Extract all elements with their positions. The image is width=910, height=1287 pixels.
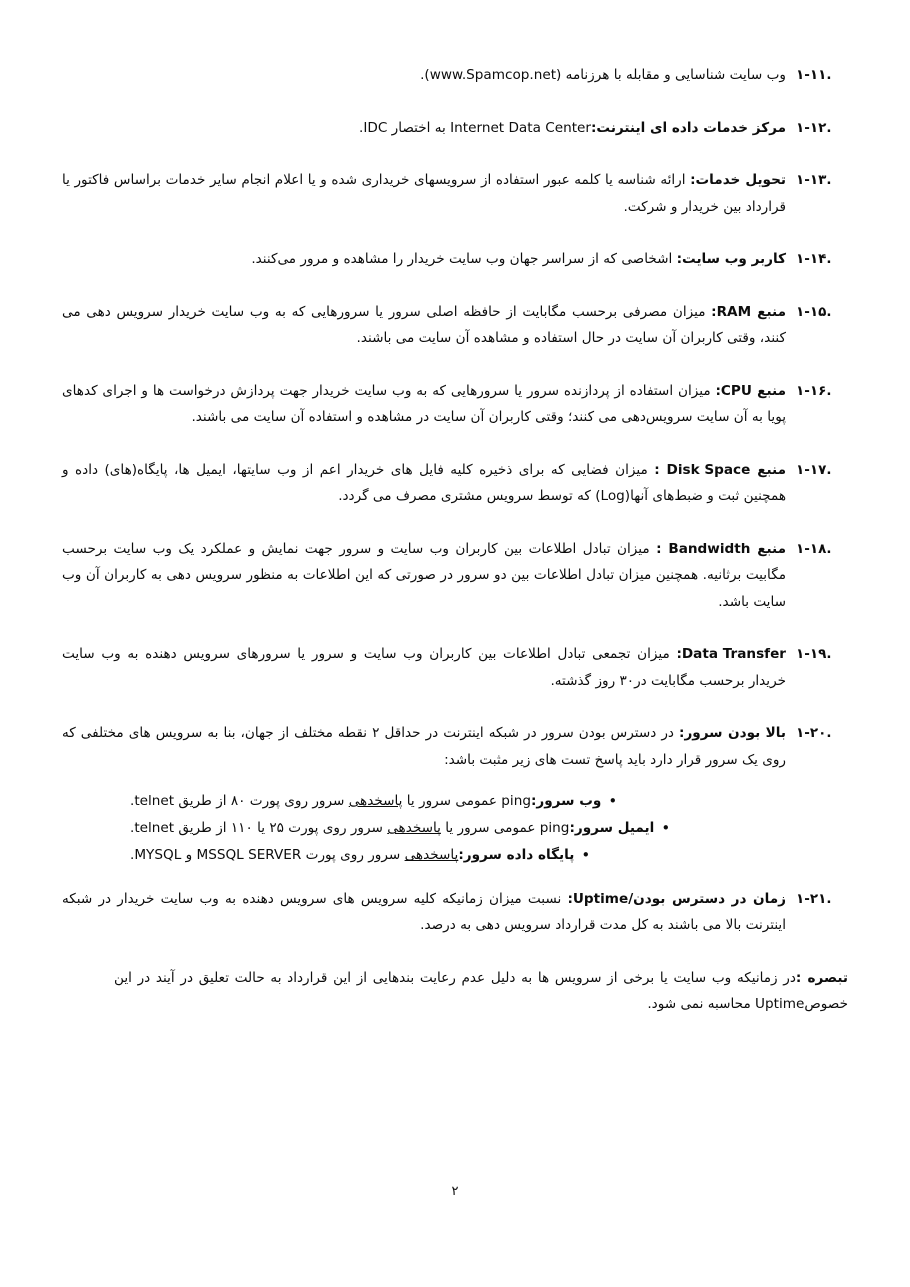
- clause-1-15: [62, 299, 848, 352]
- clause-number: ۱-۱۵.: [796, 303, 832, 320]
- list-item: [100, 788, 728, 815]
- clause-1-16: [62, 378, 848, 431]
- clause-text: منبع Bandwidth : میزان تبادل اطلاعات بین کاربران وب سایت و سرور جهت نمایش و عملکرد یک وب سایت برحسب مگابیت برثانیه. همچنین میزان تبادل اطلاعات بین دو سرور در صورتی که این اطلاعات به منظور سرویس دهی به کاربران آن وب سایت باشد.: [62, 540, 787, 610]
- list-item: [100, 842, 728, 869]
- document-body: [62, 62, 848, 1018]
- list-item-text: ایمیل سرور:ping عمومی سرور یا پاسخدهی سرور روی پورت ۲۵ یا ۱۱۰ از طریق telnet.: [130, 820, 655, 837]
- bullet-icon: •: [661, 818, 671, 837]
- list-item-text: وب سرور:ping عمومی سرور یا پاسخدهی سرور روی پورت ۸۰ از طریق telnet.: [130, 793, 602, 809]
- clause-text: منبع CPU: میزان استفاده از پردازنده سرور یا سرورهایی که به وب سایت خریدار جهت پردازش درخواست ها و اجرای کدهای پویا به آن سایت سرویس‌دهی می کنند؛ وقتی کاربران آن سایت در مشاهده و استفاده آن سایت می باشند.: [62, 382, 786, 425]
- clause-text: کاربر وب سایت: اشخاصی که از سراسر جهان وب سایت خریدار را مشاهده و مرور می‌کنند.: [251, 251, 786, 267]
- clause-number: ۱-۲۰.: [796, 725, 832, 741]
- note-tabsere: تبصره :در زمانیکه وب سایت یا برخی از سرویس ها به دلیل عدم رعایت بندهایی از این قرارداد به حالت تعلیق در آیند در این خصوصUptime محاسبه نمی شود.: [114, 969, 848, 1013]
- clause-text: زمان در دسترس بودن/Uptime: نسبت میزان زمانیکه کلیه سرویس های سرویس دهنده به وب سایت خریدار در شبکه اینترنت بالا می باشند به کل مدت قرارداد سرویس دهی به درصد.: [62, 890, 786, 934]
- server-tests-list-wrapper: [62, 788, 848, 870]
- clause-1-19: [62, 641, 848, 694]
- clause-text: تحویل خدمات: ارائه شناسه یا کلمه عبور استفاده از سرویسهای خریداری شده و یا اعلام انجام سایر خدمات براساس فاکتور یا قرارداد بین خریدار و شرکت.: [62, 172, 786, 215]
- clause-text: وب سایت شناسایی و مقابله با هرزنامه (www.Spamcop.net).: [420, 67, 786, 83]
- clause-number: ۱-۱۶.: [796, 382, 832, 399]
- list-item: [100, 815, 728, 842]
- clause-number: ۱-۱۱.: [796, 67, 832, 83]
- clause-text: بالا بودن سرور: در دسترس بودن سرور در شبکه اینترنت در حداقل ۲ نقطه مختلف از جهان، بنا به سرویس های مختلفی که روی یک سرور قرار دارد باید پاسخ تست های زیر مثبت باشد:: [62, 725, 787, 768]
- page-number: ۲: [451, 1184, 459, 1199]
- clause-1-21: [62, 886, 848, 939]
- clause-text: منبع Disk Space : میزان فضایی که برای ذخیره کلیه فایل های خریدار اعم از وب سایتها، ایمیل ها، پایگاه(های) داده و همچنین ثبت و ضبط‌های آنها(Log) که توسط سرویس مشتری مصرف می گردد.: [62, 461, 786, 504]
- clause-1-13: [62, 167, 848, 220]
- clause-text: Data Transfer: میزان تجمعی تبادل اطلاعات بین کاربران وب سایت و سرور یا سرورهای سرویس دهنده به وب سایت خریدار برحسب مگابایت در۳۰ روز گذشته.: [62, 646, 786, 689]
- bullet-icon: •: [581, 845, 591, 864]
- clause-text: منبع RAM: میزان مصرفی برحسب مگابایت از حافظه اصلی سرور یا سرورهایی که به وب سایت خریدار سرویس دهی می کنند، وقتی کاربران آن سایت در حال استفاده و مشاهده آن سایت می باشند.: [62, 303, 786, 346]
- clause-number: ۱-۱۸.: [796, 540, 832, 557]
- list-item-text: پایگاه داده سرور:پاسخدهی سرور روی پورت MSSQL SERVER و MYSQL.: [130, 847, 575, 864]
- clause-1-18: [62, 536, 848, 616]
- clause-1-11: [62, 62, 848, 89]
- clause-1-12: [62, 115, 848, 142]
- clause-1-14: [62, 246, 848, 273]
- clause-number: ۱-۱۹.: [796, 646, 832, 662]
- clause-number: ۱-۱۴.: [796, 251, 832, 267]
- clause-number: ۱-۲۱.: [796, 890, 832, 907]
- bullet-icon: •: [608, 791, 618, 810]
- clause-number: ۱-۱۲.: [796, 119, 832, 136]
- clause-1-20: [62, 720, 848, 773]
- clause-text: مرکز خدمات داده ای اینترنت:Internet Data Center به اختصار IDC.: [359, 119, 786, 136]
- clause-1-17: [62, 457, 848, 510]
- clause-number: ۱-۱۷.: [796, 461, 832, 478]
- clause-number: ۱-۱۳.: [796, 172, 832, 188]
- server-tests-list: [100, 788, 728, 870]
